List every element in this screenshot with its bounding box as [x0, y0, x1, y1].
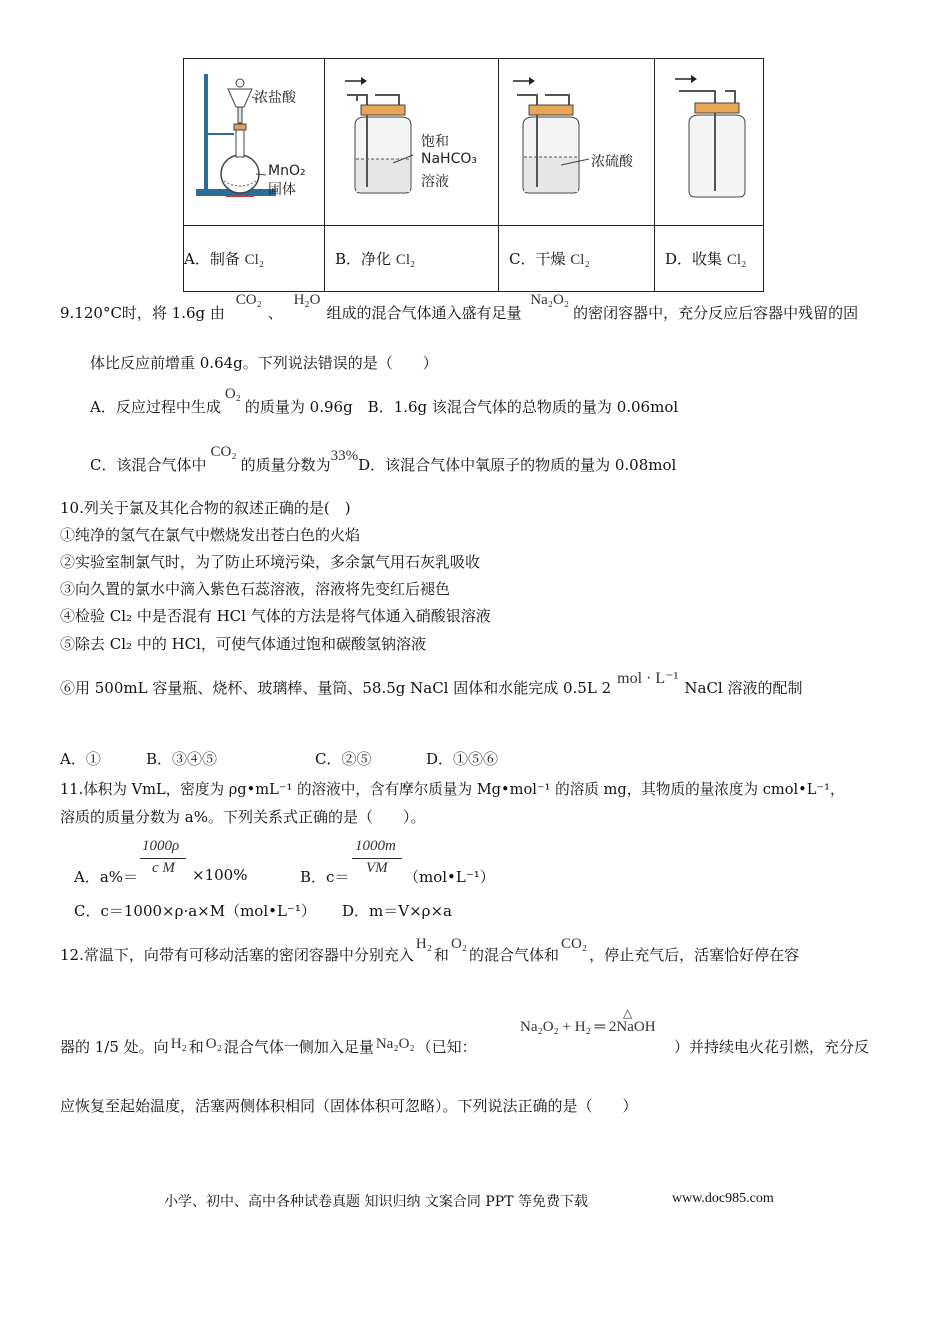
apparatus-b-cell: [325, 59, 499, 226]
q12-line1: 12.常温下，向带有可移动活塞的密闭容器中分别充入H₂和O₂的混合气体和CO₂，停止充气后，活塞恰好停在容: [60, 936, 800, 964]
footer-link[interactable]: www.doc985.com: [672, 1191, 774, 1206]
heat-triangle-icon: △: [623, 1006, 633, 1020]
q10-item-3: ③向久置的氯水中滴入紫色石蕊溶液，溶液将先变红后褪色: [60, 580, 451, 598]
label-saturated: 饱和: [421, 134, 449, 150]
q9-options-cd: C．该混合气体中CO₂的质量分数为33%D．该混合气体中氧原子的物质的量为 0.08mol: [90, 444, 677, 474]
q11-line1: 11.体积为 VmL，密度为 ρg•mL⁻¹ 的溶液中，含有摩尔质量为 Mg•mol⁻¹ 的溶质 mg，其物质的量浓度为 cmol•L⁻¹，: [60, 781, 845, 798]
q11-option-b-numerator: 1000m: [355, 838, 396, 854]
caption-c: C．干燥 Cl₂: [499, 226, 655, 292]
footer-text: 小学、初中、高中各种试卷真题 知识归纳 文案合同 PPT 等免费下载: [164, 1194, 588, 1210]
apparatus-table: [183, 58, 764, 292]
apparatus-c-cell: [499, 59, 655, 226]
q9-options-ab: A．反应过程中生成O₂的质量为 0.96g B．1.6g 该混合气体的总物质的量为 0.06mol: [90, 386, 679, 416]
q10-item-2: ②实验室制氯气时，为了防止环境污染，多余氯气用石灰乳吸收: [60, 553, 481, 571]
q11-option-a-numerator: 1000ρ: [142, 838, 180, 854]
label-hcl: 浓盐酸: [254, 90, 296, 106]
q11-option-a-tail: ×100%: [192, 866, 248, 884]
label-mno2: MnO₂: [268, 163, 306, 179]
q9-line2: 体比反应前增重 0.64g。下列说法错误的是（ ）: [90, 354, 438, 372]
q10-option-b: B．③④⑤: [146, 750, 218, 768]
apparatus-a-cell: [184, 59, 325, 226]
q11-option-b: B．c＝: [300, 868, 350, 886]
washing-bottle-nahco3-figure: [325, 59, 498, 221]
caption-b: B．净化 Cl₂: [325, 226, 499, 292]
q11-option-a-denominator: c M: [152, 860, 175, 876]
q12-line2: 器的 1/5 处。向 H₂ 和 O₂ 混合气体一侧加入足量 Na₂O₂ （已知：: [60, 1036, 477, 1056]
drying-bottle-h2so4-figure: [499, 59, 654, 221]
q11-option-d: D．m＝V×ρ×a: [342, 902, 452, 920]
q10-stem: 10.列关于氯及其化合物的叙述正确的是( ): [60, 499, 351, 517]
q10-item-4: ④检验 Cl₂ 中是否混有 HCl 气体的方法是将气体通入硝酸银溶液: [60, 607, 491, 625]
q10-option-d: D．①⑤⑥: [426, 750, 499, 768]
q11-option-b-tail: （mol•L⁻¹）: [404, 868, 495, 886]
q11-line2: 溶质的质量分数为 a%。下列关系式正确的是（ ）。: [60, 808, 426, 826]
label-solution: 溶液: [421, 174, 449, 190]
chlorine-generator-figure: [184, 59, 324, 221]
q10-item-6: ⑥用 500mL 容量瓶、烧杯、玻璃棒、量筒、58.5g NaCl 固体和水能完成 0.5L 2mol · L⁻¹NaCl 溶液的配制: [60, 670, 803, 697]
caption-d: D．收集 Cl₂: [655, 226, 764, 292]
q11-option-b-fraction-bar: [352, 858, 402, 859]
label-h2so4: 浓硫酸: [591, 154, 633, 170]
q12-line2-end: ）并持续电火花引燃，充分反: [674, 1038, 870, 1056]
q10-option-a: A．①: [60, 750, 101, 768]
q11-option-c: C．c＝1000×ρ·a×M（mol•L⁻¹）: [74, 902, 316, 920]
q12-reaction-equation: Na₂O₂ + H₂ ═ 2NaOH: [520, 1019, 656, 1035]
q11-option-b-denominator: VM: [366, 860, 388, 876]
apparatus-d-cell: [655, 59, 764, 226]
q11-option-a-fraction-bar: [140, 858, 186, 859]
label-solid: 固体: [268, 182, 296, 198]
q10-item-5: ⑤除去 Cl₂ 中的 HCl，可使气体通过饱和碳酸氢钠溶液: [60, 635, 426, 653]
collecting-bottle-figure: [655, 59, 763, 221]
caption-a: A．制备 Cl₂: [184, 226, 325, 292]
q10-item-1: ①纯净的氢气在氯气中燃烧发出苍白色的火焰: [60, 526, 361, 544]
label-nahco3: NaHCO₃: [421, 151, 477, 167]
q11-option-a: A．a%＝: [74, 868, 139, 886]
q9-line1: 9.120°C时，将 1.6g 由 CO₂、 H₂O组成的混合气体通入盛有足量 Na₂O₂的密闭容器中，充分反应后容器中残留的固: [60, 292, 859, 322]
q10-option-c: C．②⑤: [315, 750, 372, 768]
q12-line3: 应恢复至起始温度，活塞两侧体积相同（固体体积可忽略）。下列说法正确的是（ ）: [60, 1097, 638, 1115]
